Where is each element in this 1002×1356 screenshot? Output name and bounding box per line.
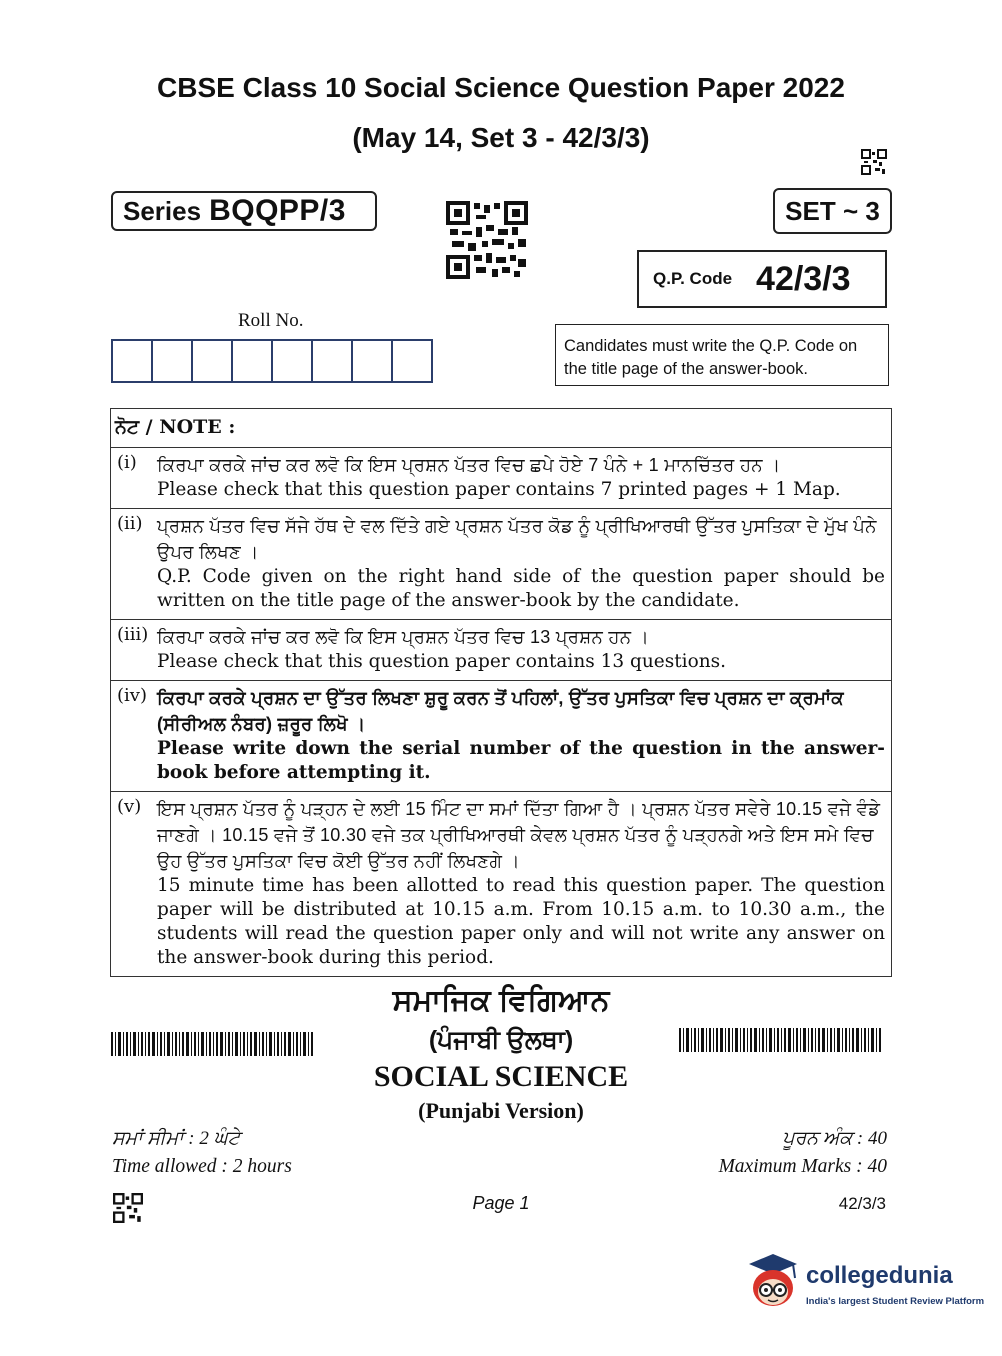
collegedunia-logo-text: collegedunia [806,1262,953,1289]
collegedunia-mascot-icon [743,1252,803,1310]
note-item [111,508,891,619]
note-punjabi: ਇਸ ਪ੍ਰਸ਼ਨ ਪੱਤਰ ਨੂੰ ਪੜ੍ਹਨ ਦੇ ਲਈ 15 ਮਿੰਟ ਦਾ ਸਮਾਂ ਦਿੱਤਾ ਗਿਆ ਹੈ । ਪ੍ਰਸ਼ਨ ਪੱਤਰ ਸਵੇਰੇ 10.15 ਵਜੇ ਵੰਡੇ ਜਾਣਗੇ । 10.15 ਵਜੇ ਤੋਂ 10.30 ਵਜੇ ਤਕ ਪ੍ਰੀਖਿਆਰਥੀ ਕੇਵਲ ਪ੍ਰਸ਼ਨ ਪੱਤਰ ਨੂੰ ਪੜ੍ਹਨਗੇ ਅਤੇ ਇਸ ਸਮੇ ਵਿਚ ਉਹ ਉੱਤਰ ਪੁਸਤਿਕਾ ਵਿਚ ਕੋਈ ਉੱਤਰ ਨਹੀਂ ਲਿਖਣਗੇ । [157,799,881,871]
notes-heading-row [111,409,891,447]
time-allowed-punjabi: ਸਮਾਂ ਸੀਮਾਂ : 2 ਘੰਟੇ [112,1128,240,1149]
roll-no-grid[interactable] [111,339,433,383]
series-code: BQQPP/3 [209,194,346,227]
roll-no-box[interactable] [313,341,353,381]
note-item [111,791,891,976]
note-number: (v) [117,796,142,817]
roll-no-box[interactable] [393,341,431,381]
roll-no-box[interactable] [193,341,233,381]
note-item [111,680,891,791]
qp-code-value: 42/3/3 [756,259,851,298]
note-punjabi: ਕਿਰਪਾ ਕਰਕੇ ਜਾਂਚ ਕਰ ਲਵੋ ਕਿ ਇਸ ਪ੍ਰਸ਼ਨ ਪੱਤਰ ਵਿਚ 13 ਪ੍ਰਸ਼ਨ ਹਨ । [157,627,650,647]
roll-no-box[interactable] [113,341,153,381]
footer-code: 42/3/3 [838,1194,886,1213]
roll-no-box[interactable] [233,341,273,381]
collegedunia-tagline: India's largest Student Review Platform [806,1296,985,1307]
note-english: Q.P. Code given on the right hand side of the question paper should be written on the title page of the answer-book by the candidate. [157,566,885,611]
set-badge: SET ~ 3 [773,188,892,234]
series-label: Series [123,195,202,226]
candidates-note: Candidates must write the Q.P. Code on the title page of the answer-book. [555,324,889,386]
note-english: Please write down the serial number of the question in the answer-book before attempting it. [157,738,885,783]
note-punjabi: ਕਿਰਪਾ ਕਰਕੇ ਪ੍ਰਸ਼ਨ ਦਾ ਉੱਤਰ ਲਿਖਣਾ ਸ਼ੁਰੂ ਕਰਨ ਤੋਂ ਪਹਿਲਾਂ, ਉੱਤਰ ਪੁਸਤਿਕਾ ਵਿਚ ਪ੍ਰਸ਼ਨ ਦਾ ਕ੍ਰਮਾਂਕ (ਸੀਰੀਅਲ ਨੰਬਰ) ਜ਼ਰੂਰ ਲਿਖੋ । [157,688,844,734]
max-marks-punjabi: ਪੂਰਨ ਅੰਕ : 40 [782,1128,887,1149]
notes-box [110,408,892,977]
note-item [111,619,891,680]
note-number: (iv) [117,685,147,706]
roll-no-box[interactable] [273,341,313,381]
note-number: (iii) [117,624,149,645]
series-box [111,191,377,231]
time-allowed-english: Time allowed : 2 hours [112,1156,292,1177]
qp-code-label: Q.P. Code [653,269,733,288]
note-english: Please check that this question paper contains 7 printed pages + 1 Map. [157,479,841,500]
note-item [111,447,891,508]
paper-title-line1: CBSE Class 10 Social Science Question Paper 2022 [157,72,845,103]
roll-no-label: Roll No. [238,310,304,331]
qp-code-box [637,250,887,308]
subject-version-punjabi: (ਪੰਜਾਬੀ ਉਲਥਾ) [428,1026,574,1054]
qr-code-small-icon [861,149,887,175]
qr-code-icon [446,201,528,279]
subject-title-punjabi: ਸਮਾਜਿਕ ਵਿਗਿਆਨ [392,984,610,1017]
notes-heading: ਨੋਟ / NOTE : [115,416,236,438]
subject-version-english: (Punjabi Version) [418,1098,584,1123]
note-punjabi: ਕਿਰਪਾ ਕਰਕੇ ਜਾਂਚ ਕਰ ਲਵੋ ਕਿ ਇਸ ਪ੍ਰਸ਼ਨ ਪੱਤਰ ਵਿਚ ਛਪੇ ਹੋਏ 7 ਪੰਨੇ + 1 ਮਾਨਚਿੱਤਰ ਹਨ । [157,455,781,475]
max-marks-english: Maximum Marks : 40 [718,1156,887,1177]
roll-no-box[interactable] [353,341,393,381]
note-punjabi: ਪ੍ਰਸ਼ਨ ਪੱਤਰ ਵਿਚ ਸੱਜੇ ਹੱਥ ਦੇ ਵਲ ਦਿੱਤੇ ਗਏ ਪ੍ਰਸ਼ਨ ਪੱਤਰ ਕੋਡ ਨੂੰ ਪ੍ਰੀਖਿਆਰਥੀ ਉੱਤਰ ਪੁਸਤਿਕਾ ਦੇ ਮੁੱਖ ਪੰਨੇ ਉਪਰ ਲਿਖਣ । [157,516,877,562]
note-english: 15 minute time has been allotted to read this question paper. The question paper will be distributed at 10.15 a.m. From 10.15 a.m. to 10.30 a.m., the students will read the question paper only and will not write any answer on the answer-book during this period. [157,875,885,968]
roll-no-box[interactable] [153,341,193,381]
page-number: Page 1 [472,1193,530,1213]
note-number: (ii) [117,513,143,534]
note-number: (i) [117,452,137,473]
paper-title-line2: (May 14, Set 3 - 42/3/3) [352,122,650,153]
subject-title-english: SOCIAL SCIENCE [373,1060,629,1093]
note-english: Please check that this question paper contains 13 questions. [157,651,727,672]
